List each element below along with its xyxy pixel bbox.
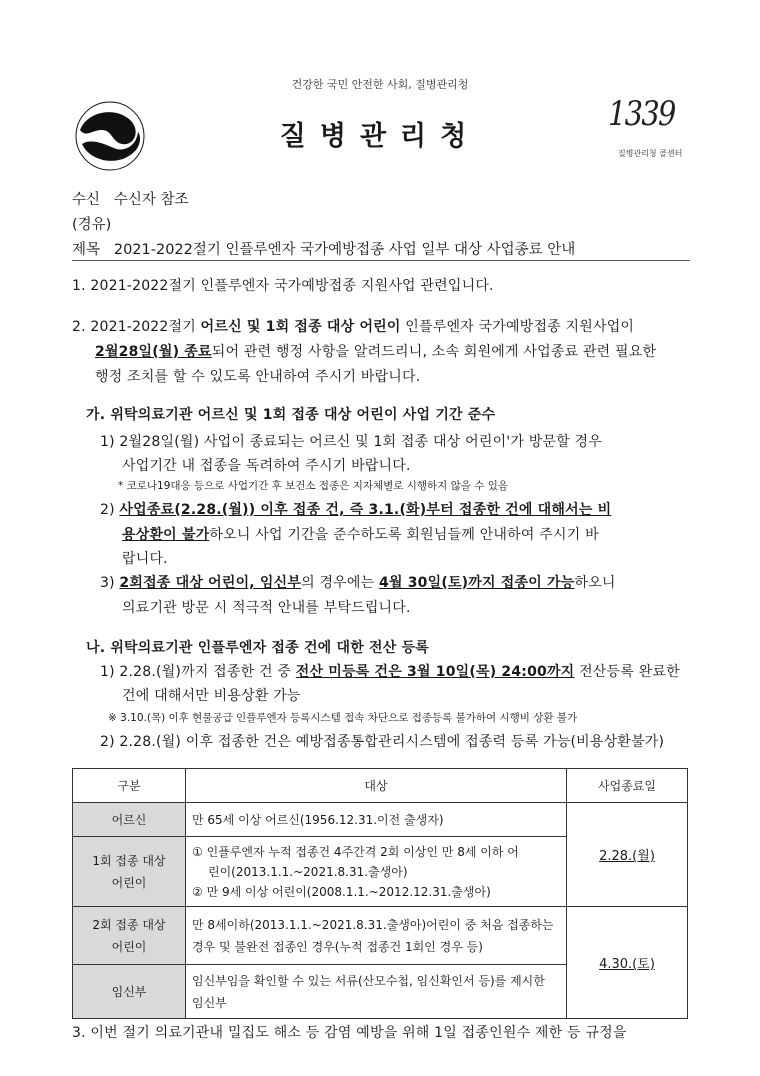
subject-line	[72, 238, 575, 259]
na-item-1-line-2: 건에 대해서만 비용상환 가능	[122, 688, 301, 704]
item-2-prefix: 2. 2021-2022절기	[72, 319, 201, 335]
schedule-table	[72, 768, 688, 1019]
na-item-1-note: ※ 3.10.(목) 이후 현물공급 인플루엔자 등록시스템 접속 차단으로 접종등록 불가하여 시행비 상환 불가	[108, 712, 578, 724]
table-row	[73, 907, 688, 965]
badge-number: 1339	[608, 94, 675, 134]
ga-item-3-end: 하오니	[574, 575, 616, 591]
category-cell: 임신부	[73, 965, 186, 1019]
ga-item-2-line-2	[122, 524, 599, 544]
target-cell	[186, 837, 567, 907]
item-2-bold-2: 2월28일(월) 종료	[95, 344, 212, 360]
item-2-line-1	[72, 316, 634, 336]
subject: 2021-2022절기 인플루엔자 국가예방접종 사업 일부 대상 사업종료 안내	[113, 242, 576, 258]
category-line: 어린이	[111, 875, 147, 890]
ga-item-2-line-3: 랍니다.	[122, 551, 168, 567]
na-item-1-prefix: 1) 2.28.(월)까지 접종한 건 중	[100, 664, 296, 680]
item-3: 3. 이번 절기 의료기관내 밀집도 해소 등 감염 예방을 위해 1일 접종인원수 제한 등 규정을	[72, 1025, 627, 1041]
item-1: 1. 2021-2022절기 인플루엔자 국가예방접종 지원사업 관련입니다.	[72, 278, 494, 294]
recipient-line	[72, 188, 189, 209]
ga-item-2-bold-1: 사업종료(2.28.(월)) 이후 접종 건, 즉 3.1.(화)부터 접종한 건에 대해서는 비	[119, 502, 612, 518]
slogan: 건강한 국민 안전한 사회, 질병관리청	[291, 78, 469, 91]
ga-item-2-line-1	[100, 499, 611, 519]
org-title: 질병관리청	[279, 121, 481, 152]
target-line: 린이(2013.1.1.~2021.8.31.출생아)	[208, 864, 408, 879]
na-item-1-end: 전산등록 완료한	[574, 664, 680, 680]
table-header-row	[73, 769, 688, 803]
ga-item-1-line-1: 1) 2월28일(월) 사업이 종료되는 어르신 및 1회 접종 대상 어린이'가 방문할 경우	[100, 434, 602, 450]
ga-item-2-prefix: 2)	[100, 502, 120, 518]
category-cell	[73, 837, 186, 907]
table-row	[73, 803, 688, 837]
category-line: 어린이	[111, 939, 147, 954]
ga-item-2-bold-2: 용상환이 불가	[122, 527, 210, 543]
na-item-1-line-1	[100, 661, 680, 681]
divider	[72, 260, 690, 261]
ga-item-3-bold-2: 4월 30일(토)까지 접종이 가능	[379, 575, 575, 591]
item-2-bold-1: 어르신 및 1회 접종 대상 어린이	[200, 319, 401, 335]
category-cell	[73, 907, 186, 965]
ga-item-3-line-2: 의료기관 방문 시 적극적 안내를 부탁드립니다.	[122, 600, 411, 616]
target-line: 임신부	[192, 995, 227, 1010]
target-cell	[186, 907, 567, 965]
target-line: ① 인플루엔자 누적 접종건 4주간격 2회 이상인 만 8세 이하 어	[192, 844, 519, 859]
target-line: 만 8세이하(2013.1.1.~2021.8.31.출생아)어린이 중 처음 접종하는	[192, 917, 554, 932]
ga-item-1-line-2: 사업기간 내 접종을 독려하여 주시기 바랍니다.	[122, 458, 411, 474]
badge-caption: 질병관리청 콜센터	[618, 149, 683, 158]
call-center-badge	[608, 94, 690, 164]
ga-item-2-rest: 하오니 사업 기간을 준수하도록 회원님들께 안내하여 주시기 바	[209, 527, 599, 543]
category-cell: 어르신	[73, 803, 186, 837]
ga-item-3-prefix: 3)	[100, 575, 120, 591]
target-line: ② 만 9세 이상 어린이(2008.1.1.~2012.12.31.출생아)	[192, 884, 491, 899]
na-item-1-bold: 전산 미등록 건은 3월 10일(목) 24:00까지	[295, 664, 575, 680]
target-line: 임신부임을 확인할 수 있는 서류(산모수첩, 임신확인서 등)를 제시한	[192, 973, 545, 988]
item-2-line-3: 행정 조치를 할 수 있도록 안내하여 주시기 바랍니다.	[95, 369, 421, 385]
target-cell	[186, 965, 567, 1019]
section-ga-heading: 가. 위탁의료기관 어르신 및 1회 접종 대상 어린이 사업 기간 준수	[86, 407, 496, 423]
item-2-mid-1: 인플루엔자 국가예방접종 지원사업이	[400, 319, 635, 335]
header-category: 구분	[73, 769, 186, 803]
category-line: 1회 접종 대상	[92, 853, 166, 868]
na-item-2: 2) 2.28.(월) 이후 접종한 건은 예방접종통합관리시스템에 접종력 등록 가능(비용상환불가)	[100, 734, 665, 750]
category-line: 2회 접종 대상	[92, 917, 166, 932]
subject-label: 제목	[72, 242, 101, 258]
item-2-mid-2: 되어 관련 행정 사항을 알려드리니, 소속 회원에게 사업종료 관련 필요한	[211, 344, 657, 360]
via-line: (경유)	[72, 217, 112, 233]
item-2-line-2	[95, 341, 656, 361]
recipient: 수신자 참조	[113, 192, 189, 208]
ga-item-3-bold-1: 2회접종 대상 어린이, 임신부	[119, 575, 302, 591]
end-date-cell: 2.28.(월)	[567, 803, 688, 907]
target-line: 경우 및 불완전 접종인 경우(누적 접종건 1회인 경우 등)	[192, 939, 483, 954]
header-target: 대상	[186, 769, 567, 803]
ga-item-3-line-1	[100, 572, 616, 592]
end-date-cell: 4.30.(토)	[567, 907, 688, 1019]
section-na-heading: 나. 위탁의료기관 인플루엔자 접종 건에 대한 전산 등록	[86, 640, 429, 656]
ga-item-3-mid: 의 경우에는	[301, 575, 379, 591]
ga-item-1-note: * 코로나19대응 등으로 사업기간 후 보건소 접종은 지자체별로 시행하지 않을 수 있음	[118, 480, 509, 492]
header-end-date: 사업종료일	[567, 769, 688, 803]
recipient-label: 수신	[72, 192, 101, 208]
target-cell: 만 65세 이상 어르신(1956.12.31.이전 출생자)	[186, 803, 567, 837]
